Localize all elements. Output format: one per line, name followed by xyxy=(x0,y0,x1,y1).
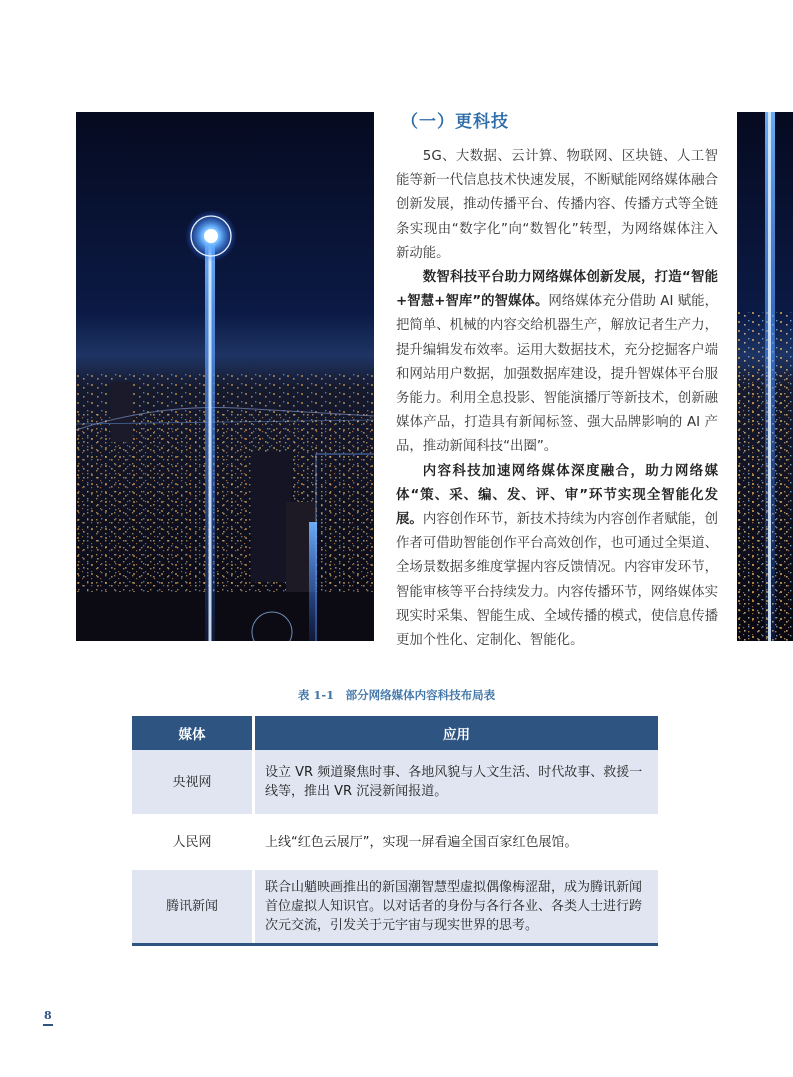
media-cell: 人民网 xyxy=(132,814,254,870)
city-night-skyline-image xyxy=(76,112,374,641)
paragraph-text: 网络媒体充分借助 AI 赋能，把简单、机械的内容交给机器生产，解放记者生产力，提升编辑发布效率。运用大数据技术，充分挖掘客户端和网站用户数据，加强数据库建设，提升智媒体平台服务能力。利用全息投影、智能演播厅等新技术，创新融媒体产品，打造具有新闻标签、强大品牌影响的 AI 产品，推动新闻科技“出圈”。 xyxy=(396,294,718,455)
application-cell: 设立 VR 频道聚焦时事、各地风貌与人文生活、时代故事、救援一线等，推出 VR 沉浸新闻报道。 xyxy=(254,750,659,814)
table-header-row xyxy=(132,716,658,750)
table-caption: 表 1-1 部分网络媒体内容科技布局表 xyxy=(297,688,496,702)
section-title: （一）更科技 xyxy=(401,112,509,132)
article-body xyxy=(396,145,718,653)
media-cell: 央视网 xyxy=(132,750,254,814)
table-row xyxy=(132,870,658,945)
article-paragraph xyxy=(396,145,718,266)
page-number: 8 xyxy=(43,1009,53,1026)
header-application: 应用 xyxy=(254,716,659,750)
paragraph-text: 5G、大数据、云计算、物联网、区块链、人工智能等新一代信息技术快速发展，不断赋能网络媒体融合创新发展，推动传播平台、传播内容、传播方式等全链条实现由“数字化”向“数智化”转型，为网络媒体注入新动能。 xyxy=(396,149,718,261)
table-row xyxy=(132,750,658,814)
paragraph-lead: 数智科技平台助力网络媒体创新发展，打造“智能+智慧+智库”的智媒体。 xyxy=(396,270,718,310)
paragraph-lead: 内容科技加速网络媒体深度融合，助力网络媒体“策、采、编、发、评、审”环节实现全智能化发展。 xyxy=(396,463,718,528)
media-cell: 腾讯新闻 xyxy=(132,870,254,945)
paragraph-text: 内容创作环节，新技术持续为内容创作者赋能，创作者可借助智能创作平台高效创作，也可通过全渠道、全场景数据多维度掌握内容反馈情况。内容审发环节，智能审核等平台持续发力。内容传播环节，网络媒体实现实时采集、智能生成、全域传播的模式，使信息传播更加个性化、定制化、智能化。 xyxy=(396,512,719,649)
table-row xyxy=(132,814,658,870)
city-night-strip-image xyxy=(737,112,793,641)
header-media: 媒体 xyxy=(132,716,254,750)
article-paragraph xyxy=(396,460,718,654)
application-cell: 联合山魈映画推出的新国潮智慧型虚拟偶像梅涩甜，成为腾讯新闻首位虚拟人知识官。以对话者的身份与各行各业、各类人士进行跨次元交流，引发关于元宇宙与现实世界的思考。 xyxy=(254,870,659,945)
application-cell: 上线“红色云展厅”，实现一屏看遍全国百家红色展馆。 xyxy=(265,834,578,850)
article-paragraph xyxy=(396,266,718,460)
media-tech-table xyxy=(132,716,658,946)
